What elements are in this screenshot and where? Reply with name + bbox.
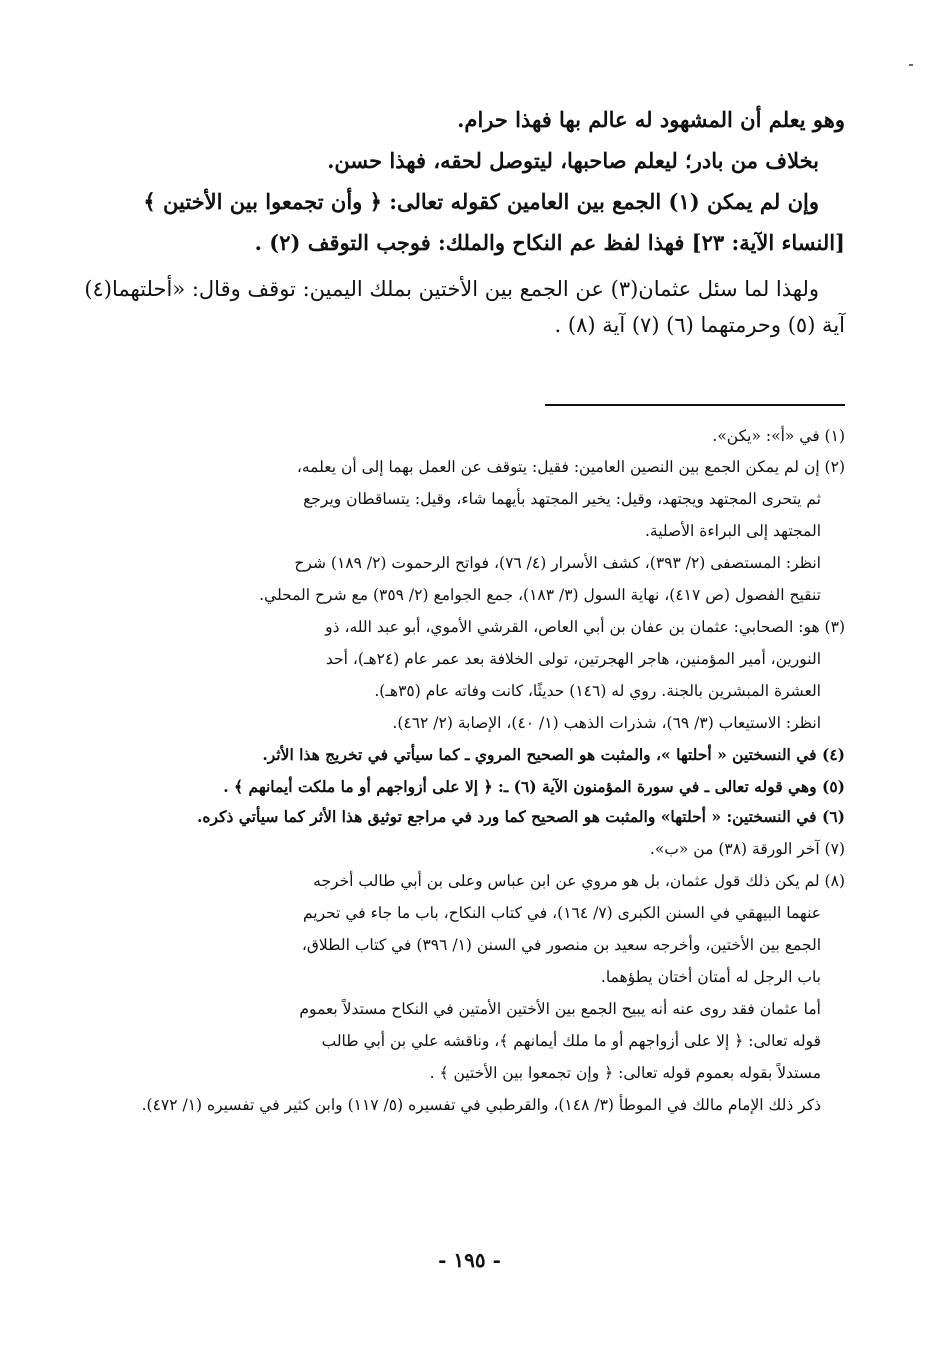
main-line-6: آية (٥) وحرمتهما (٦) (٧) آية (٨) . — [554, 313, 845, 337]
footnote-8-line-6: قوله تعالى: ﴿ إلا على أزواجهم أو ما ملك أيمانهم ﴾، وناقشه علي بن أبي طالب — [321, 1032, 821, 1050]
footnote-1: (١) في «أ»: «يكن». — [712, 427, 845, 445]
main-line-2: بخلاف من بادر؛ ليعلم صاحبها، ليتوصل لحقه، فهذا حسن. — [327, 148, 819, 173]
footnote-2-line-2: ثم يتحرى المجتهد ويجتهد، وقيل: يخير المجتهد بأيهما شاء، وقيل: يتساقطان ويرجع — [303, 490, 821, 508]
footnote-3-line-1: (٣) هو: الصحابي: عثمان بن عفان بن أبي العاص، القرشي الأموي، أبو عبد الله، ذو — [325, 618, 845, 636]
main-line-1: وهو يعلم أن المشهود له عالم بها فهذا حرام. — [457, 107, 845, 132]
footnotes — [105, 420, 845, 1115]
footnote-2-line-3: المجتهد إلى البراءة الأصلية. — [644, 522, 821, 540]
footnote-8-line-7: مستدلاً بقوله بعموم قوله تعالى: ﴿ وإن تجمعوا بين الأختين ﴾ . — [429, 1064, 821, 1082]
footnote-6: (٦) في النسختين: « أحلتها» والمثبت هو الصحيح كما ورد في مراجع توثيق هذا الأثر كما سيأتي ذكره. — [197, 807, 845, 826]
footnote-8-line-8: ذكر ذلك الإمام مالك في الموطأ (٣/ ١٤٨)، والقرطبي في تفسيره (٥/ ١١٧) وابن كثير في تفسيره (١/ ٤٧٢). — [141, 1096, 821, 1114]
main-text — [85, 108, 845, 337]
footnote-2-line-1: (٢) إن لم يمكن الجمع بين النصين العامين: فقيل: يتوقف عن العمل بهما إلى أن يعلمه، — [296, 458, 845, 476]
footnote-8-line-4: باب الرجل له أمتان أختان يطؤهما. — [600, 968, 821, 986]
footnote-8-line-1: (٨) لم يكن ذلك قول عثمان، بل هو مروي عن ابن عباس وعلى بن أبي طالب أخرجه — [313, 872, 845, 890]
footnote-4: (٤) في النسختين « أحلتها »، والمثبت هو الصحيح المروي ـ كما سيأتي في تخريج هذا الأثر. — [262, 745, 845, 764]
scan-speck — [909, 64, 913, 66]
footnote-3-line-2: النورين، أمير المؤمنين، هاجر الهجرتين، تولى الخلافة بعد عمر عام (٢٤هـ)، أحد — [325, 650, 821, 668]
main-line-4: [النساء الآية: ٢٣] فهذا لفظ عم النكاح والملك: فوجب التوقف (٢) . — [254, 230, 845, 255]
main-line-3: وإن لم يمكن (١) الجمع بين العامين كقوله تعالى: ﴿ وأن تجمعوا بين الأختين ﴾ — [143, 189, 819, 214]
main-line-5: ولهذا لما سئل عثمان(٣) عن الجمع بين الأختين بملك اليمين: توقف وقال: «أحلتهما(٤) — [84, 277, 819, 301]
footnote-3-ref: انظر: الاستيعاب (٣/ ٦٩)، شذرات الذهب (١/ ٤٠)، الإصابة (٢/ ٤٦٢). — [392, 714, 821, 732]
footnote-7: (٧) آخر الورقة (٣٨) من «ب». — [649, 840, 845, 858]
footnote-8-line-5: أما عثمان فقد روى عنه أنه يبيح الجمع بين الأختين الأمتين في النكاح مستدلاً بعموم — [299, 1000, 821, 1018]
footnote-2-ref-line-1: انظر: المستصفى (٢/ ٣٩٣)، كشف الأسرار (٤/ ٧٦)، فواتح الرحموت (٢/ ١٨٩) شرح — [294, 554, 821, 572]
footnote-separator — [545, 404, 845, 406]
footnote-3-line-3: العشرة المبشرين بالجنة. روي له (١٤٦) حديثًا، كانت وفاته عام (٣٥هـ). — [374, 682, 821, 700]
footnote-5: (٥) وهي قوله تعالى ـ في سورة المؤمنون الآية (٦) ـ: ﴿ إلا على أزواجهم أو ما ملكت أيمانهم ﴾ . — [223, 777, 845, 796]
footnote-8-line-2: عنهما البيهقي في السنن الكبرى (٧/ ١٦٤)، في كتاب النكاح، باب ما جاء في تحريم — [302, 904, 821, 922]
footnote-2-ref-line-2: تنقيح الفصول (ص ٤١٧)، نهاية السول (٣/ ١٨٣)، جمع الجوامع (٢/ ٣٥٩) مع شرح المحلي. — [259, 586, 821, 604]
footnote-8-line-3: الجمع بين الأختين، وأخرجه سعيد بن منصور في السنن (١/ ٣٩٦) في كتاب الطلاق، — [301, 936, 821, 954]
page-number: - ١٩٥ - — [438, 1248, 501, 1272]
